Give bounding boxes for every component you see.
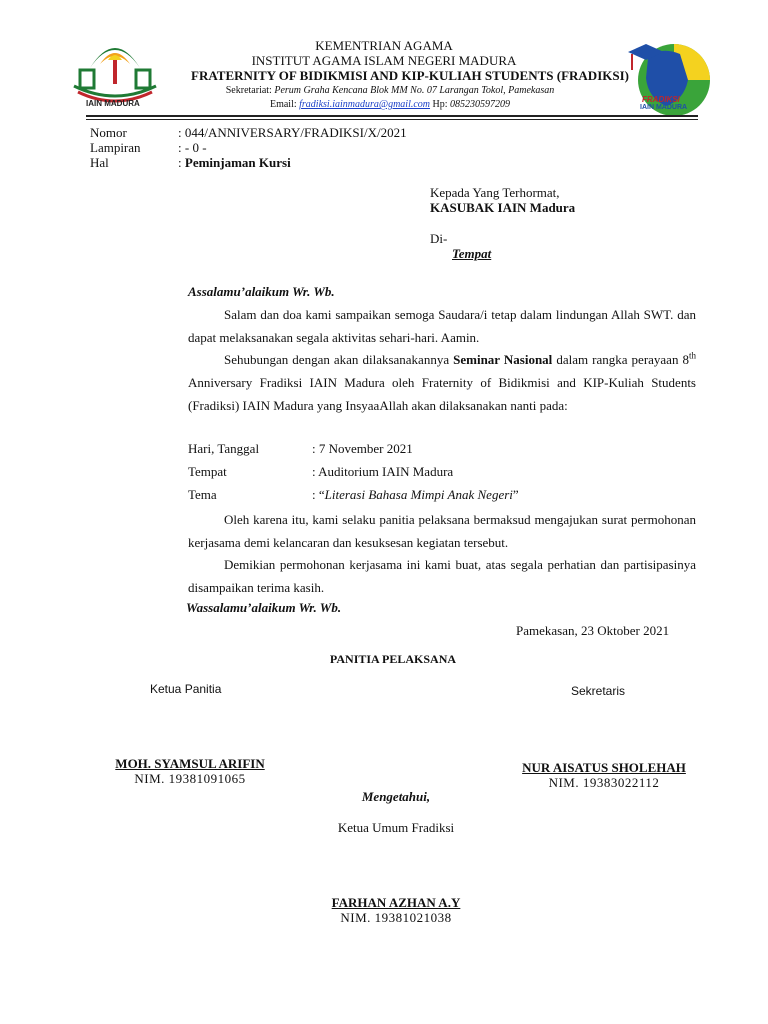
hal-label: Hal — [90, 155, 109, 170]
event-theme-row — [188, 487, 696, 505]
chairperson-name: MOH. SYAMSUL ARIFIN — [115, 756, 265, 771]
lampiran-value: : - 0 - — [178, 140, 207, 155]
committee-title: PANITIA PELAKSANA — [329, 652, 457, 666]
phone-value: 085230597209 — [450, 99, 511, 110]
place-label: Tempat — [188, 464, 227, 479]
hal-value: : Peminjaman Kursi — [178, 155, 291, 170]
secretary-name: NUR AISATUS SHOLEHAH — [522, 760, 686, 775]
closing-salutation: Wassalamu’alaikum Wr. Wb. — [186, 600, 342, 615]
organization-title: FRATERNITY OF BIDIKMISI AND KIP-KULIAH STUDENTS (FRADIKSI) — [191, 68, 629, 83]
secretary-role: Sekretaris — [571, 684, 626, 698]
fradiksi-logo-subtext: IAIN MADURA — [640, 104, 688, 111]
paragraph-request: Oleh karena itu, kami selaku panitia pelaksana bermaksud mengajukan surat permohonan kerjasama demi kelancaran dan kesuksesan kegiatan tersebut. — [188, 512, 696, 550]
header-rule-thin — [86, 119, 698, 120]
theme-value: : “Literasi Bahasa Mimpi Anak Negeri” — [312, 487, 519, 502]
nomor-value: : 044/ANNIVERSARY/FRADIKSI/X/2021 — [178, 125, 407, 140]
paragraph-event-intro: Sehubungan dengan akan dilaksanakannya Seminar Nasional dalam rangka perayaan 8th Anniversary Fradiksi IAIN Madura oleh Fraternity of Bidikmisi and KIP-Kuliah Students (Fradiksi) IAIN Madura yang InsyaaAllah akan dilaksanakan nanti pada: — [188, 350, 697, 413]
recipient-place: Tempat — [452, 246, 492, 261]
general-chair-role: Ketua Umum Fradiksi — [337, 820, 455, 835]
fradiksi-logo-text: FRADIKSI — [642, 95, 680, 104]
event-date-row — [188, 441, 696, 459]
iain-madura-logo-text: IAIN MADURA — [86, 99, 140, 108]
institute-title: INSTITUT AGAMA ISLAM NEGERI MADURA — [251, 53, 517, 68]
address-value: Perum Graha Kencana Blok MM No. 07 Larangan Tokol, Pamekasan — [274, 85, 555, 96]
header-rule-thick — [86, 115, 698, 117]
subject-row — [90, 155, 690, 171]
attachment-row — [90, 140, 690, 156]
email-label: Email: — [269, 99, 297, 110]
letter-number-row — [90, 125, 690, 141]
recipient-greeting: Kepada Yang Terhormat, — [430, 185, 560, 200]
date-label: Hari, Tanggal — [188, 441, 260, 456]
address-label: Sekretariat: — [225, 85, 272, 96]
paragraph-closing: Demikian permohonan kerjasama ini kami buat, atas segala perhatian dan partisipasinya disampaikan terima kasih. — [188, 557, 696, 595]
general-chair-name: FARHAN AZHAN A.Y — [331, 895, 461, 910]
chairperson-nim: NIM. 19381091065 — [134, 771, 246, 786]
email-link[interactable]: fradiksi.iainmadura@gmail.com — [299, 99, 431, 110]
lampiran-label: Lampiran — [90, 140, 141, 155]
chairperson-role: Ketua Panitia — [150, 682, 222, 696]
phone-label: Hp: — [432, 99, 448, 110]
paragraph-greeting: Salam dan doa kami sampaikan semoga Saudara/i tetap dalam lindungan Allah SWT. dan dapat melaksanakan segala aktivitas sehari-hari. Aamin. — [188, 307, 696, 345]
general-chair-nim: NIM. 19381021038 — [340, 910, 452, 925]
secretary-nim: NIM. 19383022112 — [548, 775, 660, 790]
nomor-label: Nomor — [90, 125, 127, 140]
acknowledged-label: Mengetahui, — [361, 789, 431, 804]
opening-salutation: Assalamu’alaikum Wr. Wb. — [188, 284, 335, 299]
secretariat-address — [80, 85, 700, 96]
event-place-row — [188, 464, 696, 482]
place-and-date: Pamekasan, 23 Oktober 2021 — [516, 623, 670, 638]
recipient-name: KASUBAK IAIN Madura — [430, 200, 576, 215]
date-value: : 7 November 2021 — [312, 441, 413, 456]
theme-label: Tema — [188, 487, 217, 502]
contact-line — [80, 99, 700, 110]
place-value: : Auditorium IAIN Madura — [312, 464, 454, 479]
recipient-di: Di- — [430, 231, 448, 246]
ministry-title: KEMENTRIAN AGAMA — [315, 38, 453, 53]
